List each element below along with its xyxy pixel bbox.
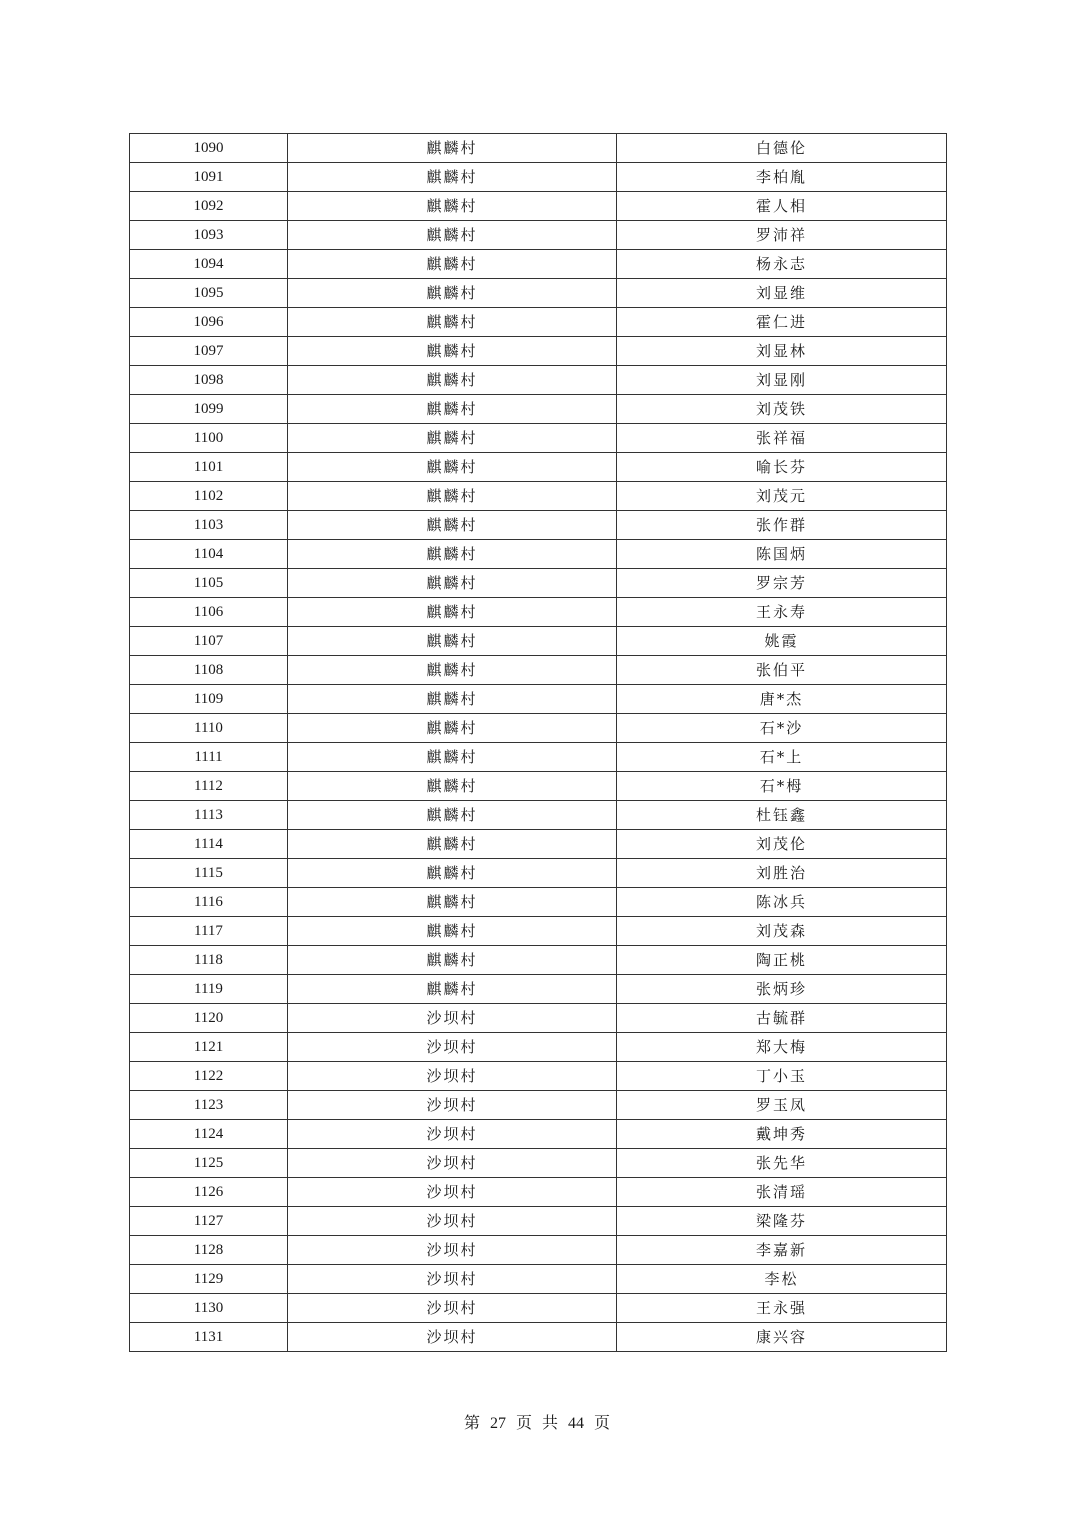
village-cell: 麒麟村	[288, 743, 617, 772]
name-cell: 李嘉新	[617, 1236, 947, 1265]
name-cell: 刘茂森	[617, 917, 947, 946]
village-cell: 麒麟村	[288, 859, 617, 888]
table-row	[130, 1004, 947, 1033]
name-cell: 罗沛祥	[617, 221, 947, 250]
table-row	[130, 1236, 947, 1265]
table-row	[130, 1207, 947, 1236]
name-cell: 刘茂铁	[617, 395, 947, 424]
row-number-cell: 1110	[130, 714, 288, 743]
village-cell: 麒麟村	[288, 250, 617, 279]
table-row	[130, 569, 947, 598]
table-row	[130, 975, 947, 1004]
village-cell: 沙坝村	[288, 1236, 617, 1265]
village-cell: 麒麟村	[288, 308, 617, 337]
village-cell: 麒麟村	[288, 917, 617, 946]
row-number-cell: 1123	[130, 1091, 288, 1120]
village-cell: 沙坝村	[288, 1294, 617, 1323]
village-cell: 沙坝村	[288, 1004, 617, 1033]
row-number-cell: 1127	[130, 1207, 288, 1236]
table-row	[130, 453, 947, 482]
name-cell: 张先华	[617, 1149, 947, 1178]
table-row	[130, 656, 947, 685]
roster-table-body	[130, 134, 947, 1352]
row-number-cell: 1102	[130, 482, 288, 511]
row-number-cell: 1117	[130, 917, 288, 946]
table-row	[130, 1149, 947, 1178]
name-cell: 李松	[617, 1265, 947, 1294]
row-number-cell: 1099	[130, 395, 288, 424]
village-cell: 麒麟村	[288, 598, 617, 627]
roster-table-container	[129, 133, 946, 1352]
page-footer: 第 27 页 共 44 页	[463, 1415, 610, 1432]
table-row	[130, 714, 947, 743]
village-cell: 麒麟村	[288, 946, 617, 975]
village-cell: 麒麟村	[288, 279, 617, 308]
row-number-cell: 1096	[130, 308, 288, 337]
village-cell: 沙坝村	[288, 1207, 617, 1236]
village-cell: 麒麟村	[288, 975, 617, 1004]
table-row	[130, 859, 947, 888]
name-cell: 张炳珍	[617, 975, 947, 1004]
row-number-cell: 1126	[130, 1178, 288, 1207]
table-row	[130, 801, 947, 830]
row-number-cell: 1121	[130, 1033, 288, 1062]
row-number-cell: 1105	[130, 569, 288, 598]
village-cell: 麒麟村	[288, 395, 617, 424]
name-cell: 唐*杰	[617, 685, 947, 714]
row-number-cell: 1103	[130, 511, 288, 540]
table-row	[130, 395, 947, 424]
row-number-cell: 1131	[130, 1323, 288, 1352]
table-row	[130, 366, 947, 395]
table-row	[130, 424, 947, 453]
table-row	[130, 685, 947, 714]
table-row	[130, 1091, 947, 1120]
row-number-cell: 1098	[130, 366, 288, 395]
row-number-cell: 1093	[130, 221, 288, 250]
name-cell: 杨永志	[617, 250, 947, 279]
village-cell: 沙坝村	[288, 1091, 617, 1120]
table-row	[130, 221, 947, 250]
village-cell: 沙坝村	[288, 1178, 617, 1207]
name-cell: 古毓群	[617, 1004, 947, 1033]
row-number-cell: 1090	[130, 134, 288, 163]
row-number-cell: 1094	[130, 250, 288, 279]
name-cell: 罗玉凤	[617, 1091, 947, 1120]
row-number-cell: 1107	[130, 627, 288, 656]
village-cell: 麒麟村	[288, 511, 617, 540]
name-cell: 张伯平	[617, 656, 947, 685]
table-row	[130, 946, 947, 975]
name-cell: 罗宗芳	[617, 569, 947, 598]
village-cell: 麒麟村	[288, 714, 617, 743]
table-row	[130, 192, 947, 221]
village-cell: 麒麟村	[288, 221, 617, 250]
row-number-cell: 1129	[130, 1265, 288, 1294]
village-cell: 沙坝村	[288, 1149, 617, 1178]
village-cell: 麒麟村	[288, 540, 617, 569]
name-cell: 姚霞	[617, 627, 947, 656]
village-cell: 麒麟村	[288, 453, 617, 482]
name-cell: 梁隆芬	[617, 1207, 947, 1236]
name-cell: 陶正桃	[617, 946, 947, 975]
village-cell: 沙坝村	[288, 1120, 617, 1149]
table-row	[130, 1120, 947, 1149]
name-cell: 郑大梅	[617, 1033, 947, 1062]
row-number-cell: 1100	[130, 424, 288, 453]
village-cell: 麒麟村	[288, 627, 617, 656]
table-row	[130, 250, 947, 279]
name-cell: 霍仁进	[617, 308, 947, 337]
village-cell: 麒麟村	[288, 801, 617, 830]
row-number-cell: 1125	[130, 1149, 288, 1178]
name-cell: 张作群	[617, 511, 947, 540]
table-row	[130, 917, 947, 946]
village-cell: 麒麟村	[288, 830, 617, 859]
row-number-cell: 1120	[130, 1004, 288, 1033]
name-cell: 刘胜治	[617, 859, 947, 888]
row-number-cell: 1114	[130, 830, 288, 859]
name-cell: 刘显维	[617, 279, 947, 308]
name-cell: 王永寿	[617, 598, 947, 627]
table-row	[130, 163, 947, 192]
table-row	[130, 511, 947, 540]
name-cell: 戴坤秀	[617, 1120, 947, 1149]
table-row	[130, 1033, 947, 1062]
row-number-cell: 1109	[130, 685, 288, 714]
table-row	[130, 1062, 947, 1091]
row-number-cell: 1092	[130, 192, 288, 221]
name-cell: 石*栂	[617, 772, 947, 801]
table-row	[130, 482, 947, 511]
roster-table	[129, 133, 947, 1352]
village-cell: 沙坝村	[288, 1033, 617, 1062]
row-number-cell: 1101	[130, 453, 288, 482]
table-row	[130, 308, 947, 337]
name-cell: 刘显林	[617, 337, 947, 366]
village-cell: 麒麟村	[288, 656, 617, 685]
village-cell: 麒麟村	[288, 685, 617, 714]
village-cell: 麒麟村	[288, 337, 617, 366]
table-row	[130, 830, 947, 859]
name-cell: 刘茂元	[617, 482, 947, 511]
table-row	[130, 337, 947, 366]
name-cell: 陈冰兵	[617, 888, 947, 917]
table-row	[130, 627, 947, 656]
name-cell: 王永强	[617, 1294, 947, 1323]
table-row	[130, 134, 947, 163]
name-cell: 张祥福	[617, 424, 947, 453]
village-cell: 麒麟村	[288, 772, 617, 801]
village-cell: 麒麟村	[288, 134, 617, 163]
table-row	[130, 888, 947, 917]
row-number-cell: 1118	[130, 946, 288, 975]
name-cell: 刘显刚	[617, 366, 947, 395]
name-cell: 张清瑶	[617, 1178, 947, 1207]
village-cell: 麒麟村	[288, 888, 617, 917]
row-number-cell: 1130	[130, 1294, 288, 1323]
name-cell: 陈国炳	[617, 540, 947, 569]
name-cell: 杜钰鑫	[617, 801, 947, 830]
name-cell: 霍人相	[617, 192, 947, 221]
village-cell: 沙坝村	[288, 1265, 617, 1294]
village-cell: 麒麟村	[288, 192, 617, 221]
table-row	[130, 1294, 947, 1323]
table-row	[130, 598, 947, 627]
village-cell: 沙坝村	[288, 1062, 617, 1091]
village-cell: 沙坝村	[288, 1323, 617, 1352]
name-cell: 石*沙	[617, 714, 947, 743]
village-cell: 麒麟村	[288, 424, 617, 453]
table-row	[130, 1178, 947, 1207]
row-number-cell: 1116	[130, 888, 288, 917]
row-number-cell: 1112	[130, 772, 288, 801]
row-number-cell: 1124	[130, 1120, 288, 1149]
name-cell: 李柏胤	[617, 163, 947, 192]
name-cell: 白德伦	[617, 134, 947, 163]
row-number-cell: 1097	[130, 337, 288, 366]
table-row	[130, 743, 947, 772]
village-cell: 麒麟村	[288, 482, 617, 511]
village-cell: 麒麟村	[288, 569, 617, 598]
name-cell: 喻长芬	[617, 453, 947, 482]
table-row	[130, 279, 947, 308]
village-cell: 麒麟村	[288, 366, 617, 395]
row-number-cell: 1095	[130, 279, 288, 308]
name-cell: 康兴容	[617, 1323, 947, 1352]
row-number-cell: 1119	[130, 975, 288, 1004]
table-row	[130, 1265, 947, 1294]
table-row	[130, 1323, 947, 1352]
row-number-cell: 1104	[130, 540, 288, 569]
village-cell: 麒麟村	[288, 163, 617, 192]
row-number-cell: 1113	[130, 801, 288, 830]
name-cell: 石*上	[617, 743, 947, 772]
row-number-cell: 1091	[130, 163, 288, 192]
name-cell: 丁小玉	[617, 1062, 947, 1091]
row-number-cell: 1106	[130, 598, 288, 627]
name-cell: 刘茂伦	[617, 830, 947, 859]
row-number-cell: 1108	[130, 656, 288, 685]
row-number-cell: 1122	[130, 1062, 288, 1091]
row-number-cell: 1111	[130, 743, 288, 772]
table-row	[130, 540, 947, 569]
row-number-cell: 1115	[130, 859, 288, 888]
row-number-cell: 1128	[130, 1236, 288, 1265]
table-row	[130, 772, 947, 801]
